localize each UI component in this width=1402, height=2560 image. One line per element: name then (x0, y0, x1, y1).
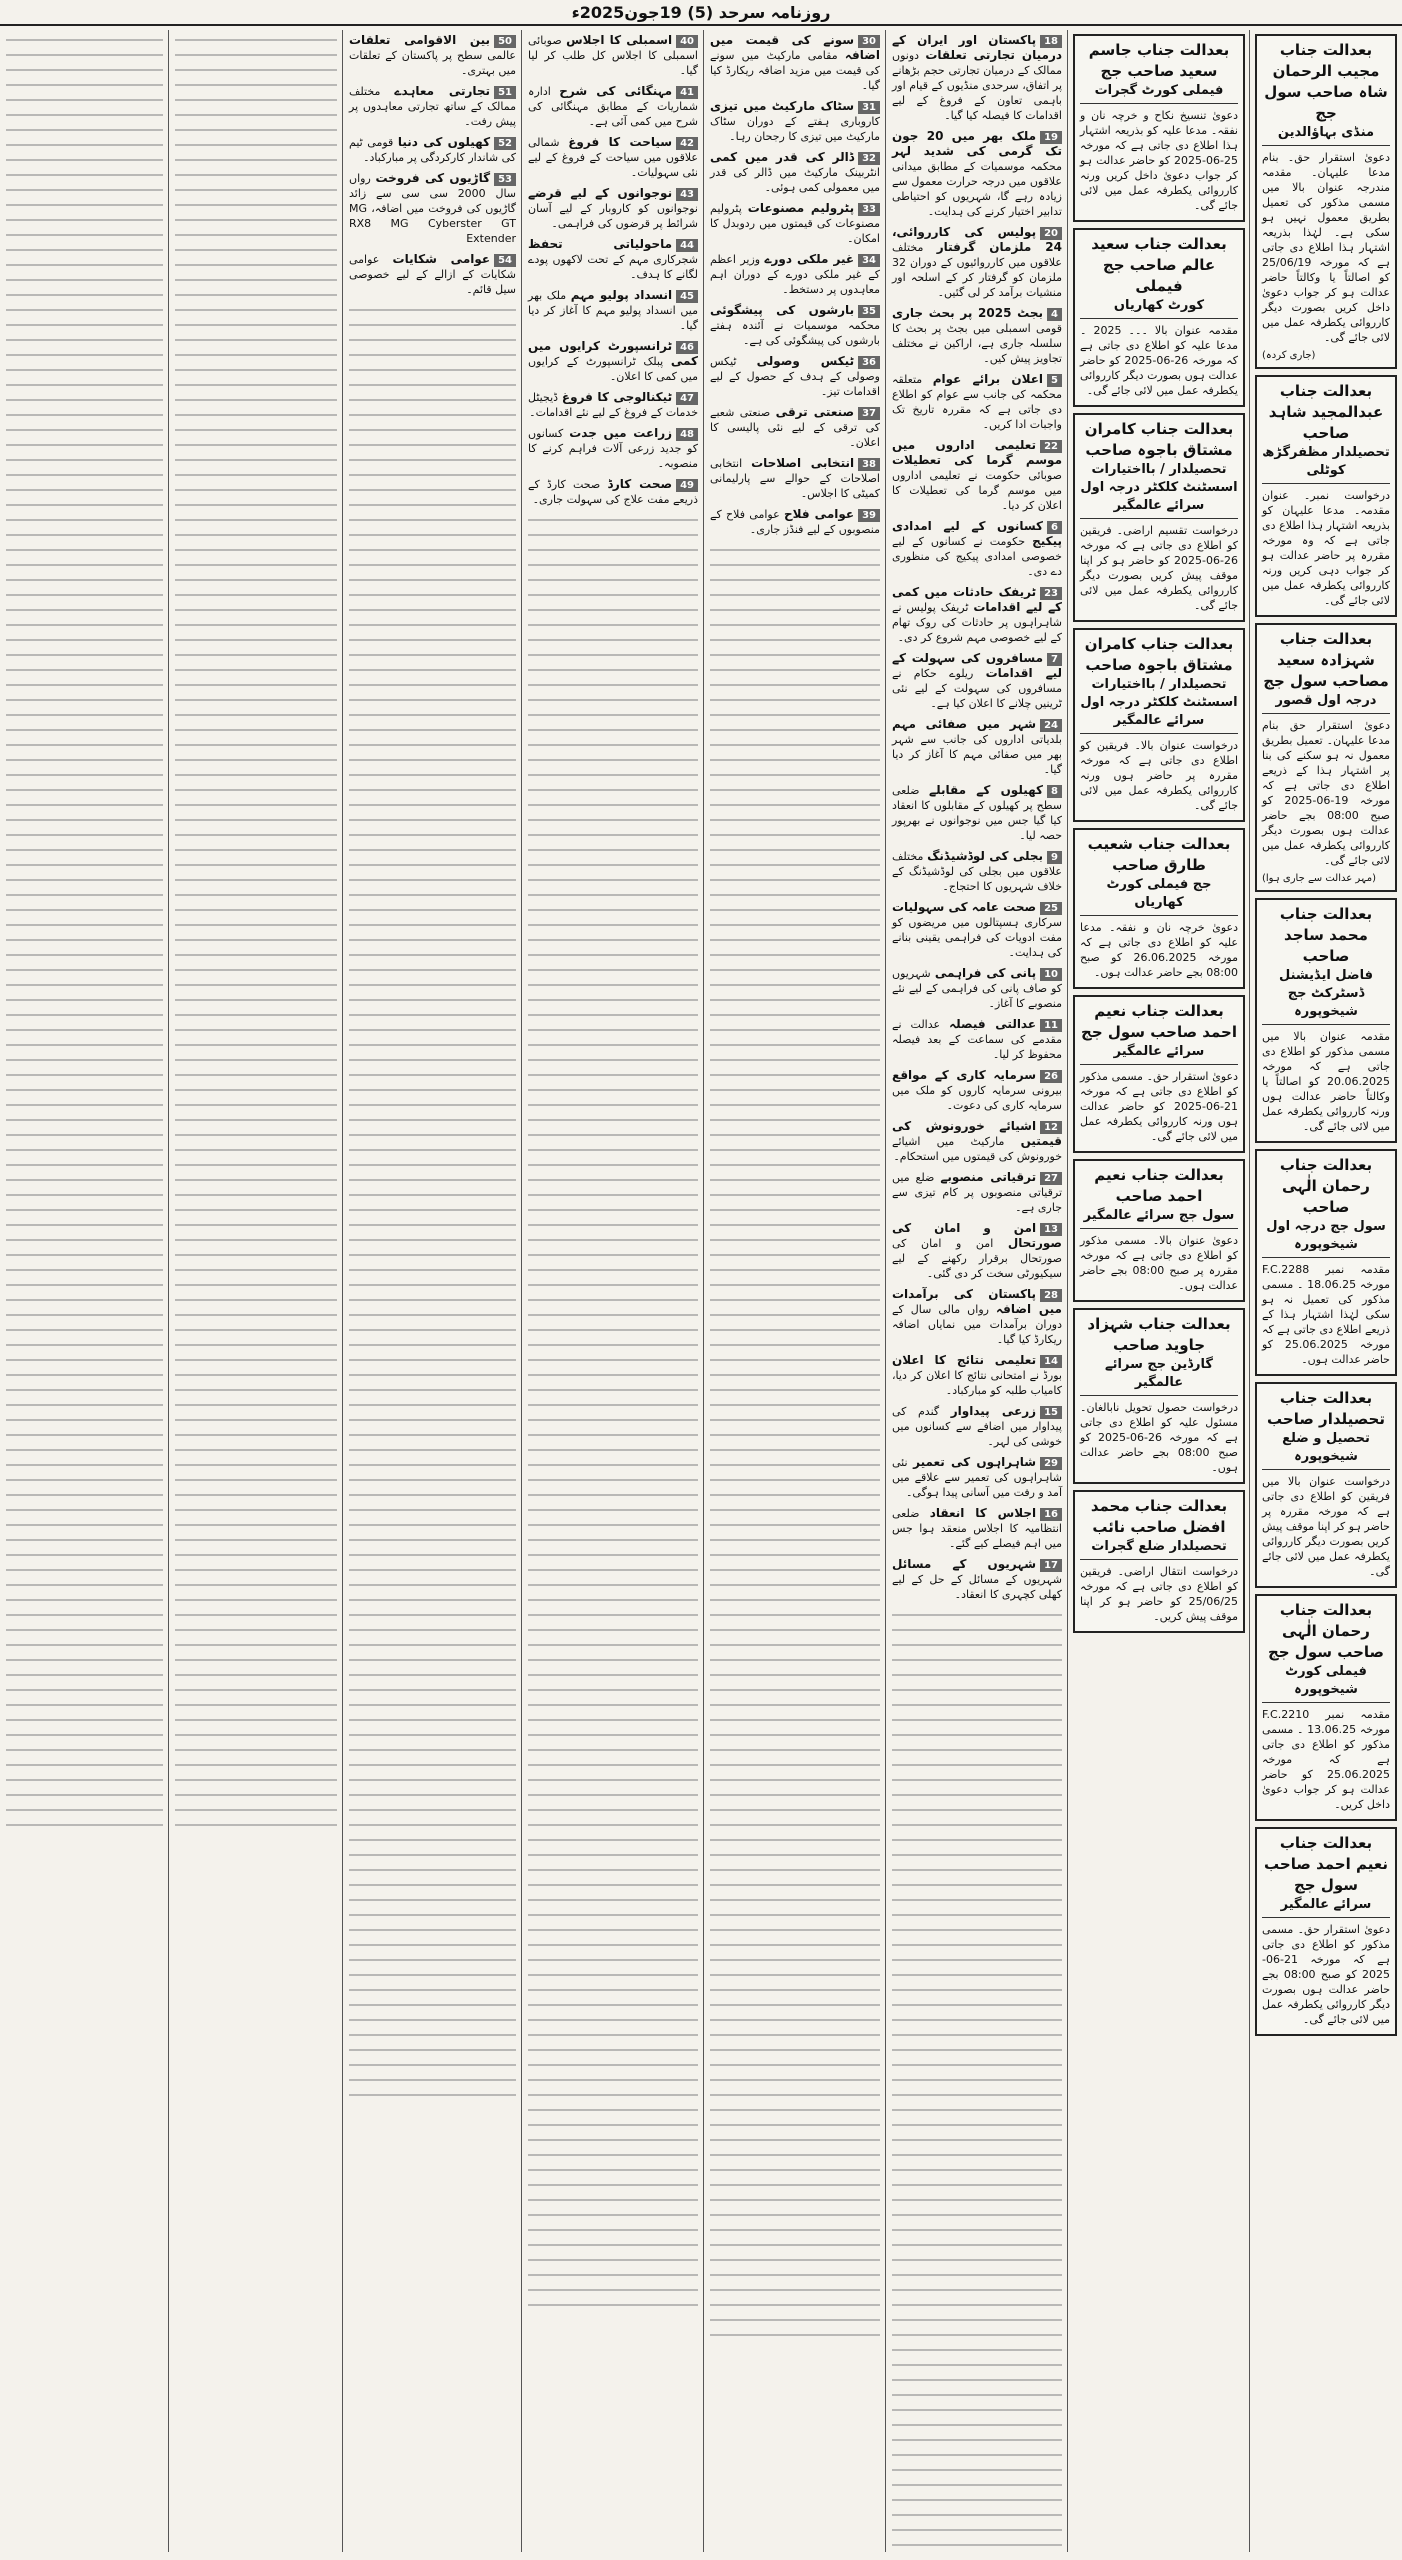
news-item-body: ضلعی سطح پر کھیلوں کے مقابلوں کا انعقاد کیا گیا جس میں نوجوانوں نے بھرپور حصہ لیا۔ (892, 784, 1062, 842)
news-item-number: 14 (1040, 1355, 1062, 1368)
news-item-body: مختلف علاقوں میں بجلی کی لوڈشیڈنگ کے خلاف شہریوں کا احتجاج۔ (892, 850, 1062, 893)
notice-court: بعدالت جناب محمد ساجد صاحب (1279, 905, 1373, 965)
notice-body: دعویٰ تنسیخ نکاح و خرچہ نان و نفقہ۔ مدعا علیہ کو بذریعہ اشتہار ہذا اطلاع دی جاتی ہے کہ مورخہ 25-06-2025 کو حاضر عدالت ہو کر جواب دعویٰ داخل کریں ورنہ کارروائی یکطرفہ عمل میں لائی جائے گی۔ (1080, 109, 1238, 212)
news-item-headline: غیر ملکی دورے (764, 252, 855, 266)
news-item (892, 1557, 1062, 1602)
news-item-headline: سونے کی قیمت میں اضافہ (710, 33, 880, 62)
news-item-headline: انسداد پولیو مہم (570, 288, 673, 302)
news-item-body: عوامی شکایات کے ازالے کے لیے خصوصی سیل قائم۔ (349, 253, 516, 296)
notice-court: بعدالت جناب کامران مشتاق باجوہ صاحب (1084, 420, 1234, 459)
court-notice (1255, 1382, 1397, 1588)
news-item-headline: کھیلوں کی دنیا (397, 135, 491, 149)
body-text-lines (349, 303, 516, 2103)
notice-body: درخواست تقسیم اراضی۔ فریقین کو اطلاع دی جاتی ہے کہ مورخہ 26-06-2025 کو حاضر ہو کر اپنا موقف پیش کریں بصورت دیگر کارروائی یکطرفہ عمل میں لائی جائے گی۔ (1080, 524, 1238, 612)
court-notice (1073, 34, 1245, 222)
news-item (892, 966, 1062, 1011)
news-item-number: 54 (494, 254, 516, 267)
news-item-number: 46 (676, 341, 698, 354)
news-item (710, 405, 880, 450)
news-item (892, 1221, 1062, 1281)
notice-court-location: سرائے عالمگیر (1262, 1896, 1390, 1918)
notice-court-location: منڈی بہاؤالدین (1262, 124, 1390, 146)
news-item-body: شہریوں کو صاف پانی کی فراہمی کے لیے نئے منصوبے کا آغاز۔ (892, 967, 1062, 1010)
news-item (528, 477, 698, 507)
news-item (892, 129, 1062, 219)
news-item-number: 22 (1040, 440, 1062, 453)
news-item-body: امن و امان کی صورتحال برقرار رکھنے کے لیے سیکیورٹی سخت کر دی گئی۔ (892, 1237, 1062, 1280)
news-item (710, 456, 880, 501)
news-item-headline: زراعت میں جدت (569, 426, 673, 440)
masthead (0, 0, 1402, 26)
news-item-body: ٹیکس وصولی کے ہدف کے حصول کے لیے اقدامات تیز۔ (710, 355, 880, 398)
news-item-number: 8 (1047, 785, 1062, 798)
news-item-body: صوبائی اسمبلی کا اجلاس کل طلب کر لیا گیا۔ (528, 34, 698, 77)
court-notice (1073, 228, 1245, 407)
news-item-body: بیرونی سرمایہ کاروں کو ملک میں سرمایہ کاری کی دعوت۔ (892, 1084, 1062, 1112)
news-item (892, 372, 1062, 432)
news-item-number: 53 (494, 173, 516, 186)
news-item-body: محکمہ موسمیات نے آئندہ ہفتے بارشوں کی پیشگوئی کی ہے۔ (710, 319, 880, 347)
news-item-number: 39 (858, 509, 880, 522)
news-item-headline: پاکستان اور ایران کے درمیان تجارتی تعلقات (892, 33, 1063, 62)
news-item (528, 390, 698, 420)
news-item (892, 1017, 1062, 1062)
news-item-headline: پٹرولیم مصنوعات (747, 201, 855, 215)
news-item-headline: شاہراہوں کی تعمیر (913, 1455, 1037, 1469)
news-item-number: 10 (1040, 968, 1062, 981)
news-item-body: نئی شاہراہوں کی تعمیر سے علاقے میں آمد و رفت میں آسانی پیدا ہوگی۔ (892, 1456, 1062, 1499)
notice-court: بعدالت جناب عبدالمجید شاہد صاحب (1268, 382, 1384, 442)
news-item (710, 99, 880, 144)
notice-court: بعدالت جناب رحمان الٰہی صاحب (1279, 1156, 1373, 1216)
news-item (892, 33, 1062, 123)
news-item-body: محکمہ موسمیات کے مطابق میدانی علاقوں میں درجہ حرارت معمول سے زیادہ رہے گا، شہریوں کو احتیاطی تدابیر اختیار کرنے کی ہدایت۔ (892, 160, 1062, 218)
court-notice (1255, 375, 1397, 617)
news-item-body: مختلف علاقوں میں کارروائیوں کے دوران 32 ملزمان کو گرفتار کر کے اسلحہ اور منشیات برآمد کر لی گئیں۔ (892, 241, 1062, 299)
news-item-body: شجرکاری مہم کے تحت لاکھوں پودے لگانے کا ہدف۔ (528, 253, 698, 281)
court-notice (1073, 628, 1245, 822)
news-item-number: 48 (676, 428, 698, 441)
news-item-body: بلدیاتی اداروں کی جانب سے شہر بھر میں صفائی مہم کا آغاز کر دیا گیا۔ (892, 733, 1062, 776)
news-item-body: شمالی علاقوں میں سیاحت کے فروغ کے لیے نئی سہولیات۔ (528, 136, 698, 179)
body-text-lines (175, 33, 337, 1833)
news-item (349, 135, 516, 165)
column-notices-2 (1070, 30, 1248, 2552)
news-item-headline: ماحولیاتی تحفظ (528, 237, 673, 251)
news-item-body: پبلک ٹرانسپورٹ کے کرایوں میں کمی کا اعلان۔ (528, 355, 698, 383)
notice-court: بعدالت جناب نعیم احمد صاحب (1094, 1166, 1224, 1205)
column-rule (521, 30, 522, 2552)
notice-court-location: سرائے عالمگیر (1080, 1043, 1238, 1065)
news-item-headline: اشیائے خورونوش کی قیمتیں (892, 1119, 1062, 1148)
news-item-headline: بین الاقوامی تعلقات (349, 33, 491, 47)
notice-court: بعدالت جناب نعیم احمد صاحب سول جج (1081, 1002, 1237, 1041)
notice-court-location: تحصیلدار / بااختیارات اسسٹنٹ کلکٹر درجہ اول سرائے عالمگیر (1080, 461, 1238, 519)
news-item-number: 23 (1040, 587, 1062, 600)
news-item-body: عدالت نے مقدمے کی سماعت کے بعد فیصلہ محفوظ کر لیا۔ (892, 1018, 1062, 1061)
notice-court: بعدالت جناب شہزادہ سعید مصاحب سول جج (1263, 630, 1389, 690)
news-item-number: 27 (1040, 1172, 1062, 1185)
court-notice (1255, 1594, 1397, 1821)
notice-body: دعویٰ استقرار حق۔ مسمی مذکور کو اطلاع دی جاتی ہے کہ مورخہ 21-06-2025 کو صبح 08:00 بجے حاضر عدالت ہوں بصورت دیگر کارروائی یکطرفہ عمل میں لائی جائے گی۔ (1262, 1923, 1390, 2026)
news-item-body: انتخابی اصلاحات کے حوالے سے پارلیمانی کمیٹی کا اجلاس۔ (710, 457, 880, 500)
news-item (528, 426, 698, 471)
column-rule (1249, 30, 1250, 2552)
news-item-headline: عوامی شکایات (392, 252, 491, 266)
news-item (710, 33, 880, 93)
news-item-body: انٹربینک مارکیٹ میں ڈالر کی قدر میں معمولی کمی ہوئی۔ (710, 166, 880, 194)
notice-body: درخواست عنوان بالا۔ فریقین کو اطلاع دی جاتی ہے کہ مورخہ مقررہ پر حاضر ہوں ورنہ کارروائی یکطرفہ عمل میں لائی جائے گی۔ (1080, 739, 1238, 812)
news-item-body: ادارہ شماریات کے مطابق مہنگائی کی شرح میں کمی آئی ہے۔ (528, 85, 698, 128)
news-item-number: 17 (1040, 1559, 1062, 1572)
news-item-headline: عوامی فلاح (784, 507, 855, 521)
news-item-headline: تجارتی معاہدے (394, 84, 491, 98)
news-item-body: صنعتی شعبے کی ترقی کے لیے نئی پالیسی کا اعلان۔ (710, 406, 880, 449)
news-item (528, 135, 698, 180)
news-item-body: مارکیٹ میں اشیائے خورونوش کی قیمتوں میں استحکام۔ (892, 1135, 1062, 1163)
news-item-headline: سیاحت کا فروغ (568, 135, 673, 149)
news-item-number: 50 (494, 35, 516, 48)
news-item-number: 43 (676, 188, 698, 201)
news-item (528, 237, 698, 282)
news-item-body: ملک بھر میں انسداد پولیو مہم کا آغاز کر دیا گیا۔ (528, 289, 698, 332)
news-item-body: صحت کارڈ کے ذریعے مفت علاج کی سہولت جاری۔ (528, 478, 698, 506)
news-item-headline: اعلان برائے عوام (932, 372, 1044, 386)
news-item (349, 84, 516, 129)
news-item-number: 29 (1040, 1457, 1062, 1470)
column-rule (703, 30, 704, 2552)
column-rule (168, 30, 169, 2552)
news-item-body: ضلعی انتظامیہ کا اجلاس منعقد ہوا جس میں اہم فیصلے کیے گئے۔ (892, 1507, 1062, 1550)
news-item-number: 12 (1040, 1121, 1062, 1134)
column-rule (1067, 30, 1068, 2552)
notice-court: بعدالت جناب نعیم احمد صاحب سول جج (1264, 1834, 1388, 1894)
news-item-number: 9 (1047, 851, 1062, 864)
news-item-number: 52 (494, 137, 516, 150)
notice-court-location: فاضل ایڈیشنل ڈسٹرکٹ جج شیخوپورہ (1262, 967, 1390, 1025)
notice-court: بعدالت جناب شہزاد جاوید صاحب (1087, 1315, 1231, 1354)
notice-court-location: تحصیل و ضلع شیخوپورہ (1262, 1430, 1390, 1470)
news-item-headline: کسانوں کے لیے امدادی پیکیج (892, 519, 1063, 548)
notice-body: مقدمہ عنوان بالا میں مسمی مذکور کو اطلاع دی جاتی ہے کہ مورخہ 20.06.2025 کو اصالتاً یا وکالتاً حاضر عدالت ہوں ورنہ کارروائی یکطرفہ عمل میں لائی جائے گی۔ (1262, 1030, 1390, 1133)
news-item (710, 252, 880, 297)
notice-stamp: (مہر عدالت سے جاری ہوا) (1262, 873, 1377, 884)
news-item-number: 24 (1040, 719, 1062, 732)
news-item-number: 26 (1040, 1070, 1062, 1083)
news-item-number: 47 (676, 392, 698, 405)
news-item (892, 1170, 1062, 1215)
notice-body: دعویٰ استقرار حق بنام مدعا علیہان۔ تعمیل بطریق معمول نہ ہو سکنے کی بنا پر اشتہار ہذا کے ذریعے اطلاع دی جاتی ہے کہ مورخہ 19-06-2025 کو صبح 08:00 بجے حاضر عدالت ہوں بصورت دیگر کارروائی یکطرفہ عمل میں لائی جائے گی۔ (1262, 719, 1390, 867)
news-item-headline: مسافروں کی سہولت کے لیے اقدامات (892, 651, 1062, 680)
news-item-number: 40 (676, 35, 698, 48)
news-item-body: گندم کی پیداوار میں اضافے سے کسانوں میں خوشی کی لہر۔ (892, 1405, 1062, 1448)
news-item-number: 19 (1040, 131, 1062, 144)
news-item-number: 32 (858, 152, 880, 165)
notice-body: دعویٰ خرچہ نان و نفقہ۔ مدعا علیہ کو اطلاع دی جاتی ہے کہ مورخہ 26.06.2025 کو صبح 08:00 بجے حاضر عدالت ہوں۔ (1080, 921, 1238, 979)
notice-body: مقدمہ نمبر F.C.2288 مورخہ 18.06.25 ۔ مسمی مذکور کی تعمیل نہ ہو سکی لہٰذا اشتہار ہذا کے ذریعے اطلاع دی جاتی ہے کہ مورخہ 25.06.2025 کو حاضر عدالت ہوں۔ (1262, 1263, 1390, 1366)
news-item-headline: انتخابی اصلاحات (751, 456, 855, 470)
notice-body: دعویٰ عنوان بالا۔ مسمی مذکور کو اطلاع دی جاتی ہے کہ مورخہ مقررہ پر صبح 08:00 بجے حاضر عدالت ہوں۔ (1080, 1234, 1238, 1292)
news-item-headline: اجلاس کا انعقاد (929, 1506, 1037, 1520)
column-notices-1 (1252, 30, 1400, 2552)
notice-stamp: (جاری کردہ) (1262, 350, 1316, 361)
news-item-headline: پولیس کی کارروائی، 24 ملزمان گرفتار (892, 225, 1062, 254)
news-item (528, 33, 698, 78)
notice-body: درخواست نمبر۔ عنوان مقدمہ۔ مدعا علیہان کو بذریعہ اشتہار ہذا اطلاع دی جاتی ہے کہ وہ مورخہ مقررہ پر حاضر عدالت ہو کر جواب دہی کریں ورنہ کارروائی یکطرفہ عمل میں لائی جائے گی۔ (1262, 489, 1390, 607)
news-item-body: ریلوے حکام نے مسافروں کی سہولت کے لیے نئی ٹرینیں چلانے کا اعلان کیا ہے۔ (892, 667, 1062, 710)
body-text-lines (6, 33, 163, 1833)
news-item-headline: تعلیمی نتائج کا اعلان (892, 1353, 1037, 1367)
news-item-body: قومی اسمبلی میں بجٹ پر بحث کا سلسلہ جاری ہے، اراکین نے مختلف تجاویز پیش کیں۔ (892, 322, 1062, 365)
news-item-headline: عدالتی فیصلہ (949, 1017, 1037, 1031)
notice-body: دعویٰ استقرار حق۔ بنام مدعا علیہان۔ مقدمہ مندرجہ عنوان بالا میں مسمی مذکور کی تعمیل بطریق معمول نہیں ہو سکی ہے۔ لہٰذا بذریعہ اشتہار ہذا اطلاع دی جاتی ہے کہ مورخہ 25/06/19 کو اصالتاً یا وکالتاً حاضر عدالت ہو کر جواب دعویٰ داخل کریں بصورت دیگر کارروائی یکطرفہ عمل میں لائی جائے گی۔ (1262, 151, 1390, 344)
news-item-number: 45 (676, 290, 698, 303)
news-item-headline: نوجوانوں کے لیے قرضے (528, 186, 673, 200)
news-item (892, 1353, 1062, 1398)
notice-body: درخواست عنوان بالا میں فریقین کو اطلاع دی جاتی ہے کہ مورخہ مقررہ پر حاضر ہو کر اپنا موقف پیش کریں بصورت دیگر کارروائی یکطرفہ عمل میں لائی جائے گی۔ (1262, 1475, 1390, 1578)
news-item-headline: بجٹ 2025 پر بحث جاری (892, 306, 1044, 320)
news-item-headline: پاکستان کی برآمدات میں اضافہ (892, 1287, 1062, 1316)
news-item-headline: ٹرانسپورٹ کرایوں میں کمی (528, 339, 698, 368)
news-item (892, 1404, 1062, 1449)
news-item (892, 1119, 1062, 1164)
news-item-body: شہریوں کے مسائل کے حل کے لیے کھلی کچہری کا انعقاد۔ (892, 1573, 1062, 1601)
news-item (892, 1068, 1062, 1113)
court-notice (1073, 1159, 1245, 1302)
news-item (710, 150, 880, 195)
news-item-number: 13 (1040, 1223, 1062, 1236)
news-item-number: 31 (858, 101, 880, 114)
news-item-body: مختلف ممالک کے ساتھ تجارتی معاہدوں پر پیش رفت۔ (349, 85, 516, 128)
column-rule (885, 30, 886, 2552)
news-item-number: 18 (1040, 35, 1062, 48)
news-item-headline: کھیلوں کے مقابلے (929, 783, 1044, 797)
news-item-body: سرکاری ہسپتالوں میں مریضوں کو مفت ادویات کی فراہمی یقینی بنانے کی ہدایت۔ (892, 916, 1062, 959)
news-item (349, 252, 516, 297)
news-item-body: متعلقہ محکمہ کی جانب سے عوام کو اطلاع دی جاتی ہے کہ مقررہ تاریخ تک واجبات ادا کریں۔ (892, 373, 1062, 431)
news-item-number: 33 (858, 203, 880, 216)
news-item-body: بورڈ نے امتحانی نتائج کا اعلان کر دیا، کامیاب طلبہ کو مبارکباد۔ (892, 1369, 1062, 1397)
news-item-number: 34 (858, 254, 880, 267)
column-news-1 (888, 30, 1066, 2552)
news-item-headline: ٹیکنالوجی کا فروغ (561, 390, 673, 404)
notice-court-location: تحصیلدار / بااختیارات اسسٹنٹ کلکٹر درجہ اول سرائے عالمگیر (1080, 676, 1238, 734)
notice-court-location: فیملی کورٹ گجرات (1080, 82, 1238, 104)
notice-court-location: جج فیملی کورٹ کھاریاں (1080, 876, 1238, 916)
column-news-3 (524, 30, 702, 2552)
news-item-headline: ترقیاتی منصوبے (940, 1170, 1037, 1184)
court-notice (1073, 1490, 1245, 1633)
notice-court: بعدالت جناب سعید عالم صاحب جج فیملی (1091, 235, 1227, 295)
notice-court-location: تحصیلدار ضلع گجرات (1080, 1538, 1238, 1560)
court-notice (1073, 828, 1245, 989)
news-item (710, 201, 880, 246)
news-item-body: وزیر اعظم کے غیر ملکی دورے کے دوران اہم معاہدوں پر دستخط۔ (710, 253, 880, 296)
news-item-body: عالمی سطح پر پاکستان کے تعلقات میں بہتری۔ (349, 49, 516, 77)
news-item (528, 84, 698, 129)
news-item-body: ڈیجیٹل خدمات کے فروغ کے لیے نئے اقدامات۔ (528, 391, 698, 419)
news-item-number: 4 (1047, 308, 1062, 321)
notice-court: بعدالت جناب مجیب الرحمان شاہ صاحب سول جج (1264, 41, 1388, 122)
news-item (892, 849, 1062, 894)
notice-court-location: سول جج سرائے عالمگیر (1080, 1207, 1238, 1229)
news-item-body: رواں مالی سال کے دوران برآمدات میں نمایاں اضافہ ریکارڈ کیا گیا۔ (892, 1303, 1062, 1346)
news-item (892, 1287, 1062, 1347)
news-item (892, 306, 1062, 366)
notice-court-location: فیملی کورٹ شیخوپورہ (1262, 1663, 1390, 1703)
news-item-body: کسانوں کو جدید زرعی آلات فراہم کرنے کا منصوبہ۔ (528, 427, 698, 470)
news-item-headline: ملک بھر میں 20 جون تک گرمی کی شدید لہر (892, 129, 1062, 158)
news-item-body: قومی ٹیم کی شاندار کارکردگی پر مبارکباد۔ (349, 136, 516, 164)
news-item-body: مقامی مارکیٹ میں سونے کی قیمت میں مزید اضافہ ریکارڈ کیا گیا۔ (710, 49, 880, 92)
notice-court: بعدالت جناب محمد افضل صاحب نائب (1090, 1497, 1228, 1536)
news-item-headline: سٹاک مارکیٹ میں تیزی (710, 99, 855, 113)
news-item-number: 20 (1040, 227, 1062, 240)
news-item (528, 186, 698, 231)
notice-court: بعدالت جناب رحمان الٰہی صاحب سول جج (1267, 1601, 1385, 1661)
news-item-body: صوبائی حکومت نے تعلیمی اداروں میں موسم گرما کی تعطیلات کا اعلان کر دیا۔ (892, 469, 1062, 512)
news-item-number: 25 (1040, 902, 1062, 915)
court-notice (1073, 995, 1245, 1153)
notice-body: دعویٰ استقرار حق۔ مسمی مذکور کو اطلاع دی جاتی ہے کہ مورخہ 21-06-2025 کو حاضر عدالت ہوں ورنہ کارروائی یکطرفہ عمل میں لائی جائے گی۔ (1080, 1070, 1238, 1143)
news-item-number: 28 (1040, 1289, 1062, 1302)
news-item-headline: صحت عامہ کی سہولیات (891, 900, 1037, 914)
news-item-number: 30 (858, 35, 880, 48)
news-item (710, 303, 880, 348)
news-item-number: 42 (676, 137, 698, 150)
news-item-number: 7 (1047, 653, 1062, 666)
column-news-5 (171, 30, 341, 2552)
body-text-lines (710, 543, 880, 2343)
column-news-4 (345, 30, 520, 2552)
news-item (892, 438, 1062, 513)
news-item-body: دونوں ممالک کے درمیان تجارتی حجم بڑھانے پر اتفاق، سرحدی منڈیوں کے قیام اور باہمی تعاون کے فروغ کے لیے اقدامات کا فیصلہ کیا گیا۔ (892, 49, 1062, 122)
news-item (528, 339, 698, 384)
news-item-headline: اسمبلی کا اجلاس (566, 33, 673, 47)
news-item-headline: سرمایہ کاری کے مواقع (892, 1068, 1037, 1082)
news-item (349, 171, 516, 246)
notice-body: درخواست انتقال اراضی۔ فریقین کو اطلاع دی جاتی ہے کہ مورخہ 25/06/25 کو حاضر ہو کر اپنا موقف پیش کریں۔ (1080, 1565, 1238, 1623)
news-item-headline: شہر میں صفائی مہم (892, 717, 1037, 731)
news-item-number: 49 (676, 479, 698, 492)
notice-court: بعدالت جناب تحصیلدار صاحب (1267, 1389, 1385, 1428)
news-item-body: ضلع میں ترقیاتی منصوبوں پر کام تیزی سے جاری ہے۔ (892, 1171, 1062, 1214)
masthead-title: روزنامہ سرحد (5) 19جون2025ء (571, 2, 831, 22)
notice-court-location: درجہ اول قصور (1262, 692, 1390, 714)
news-item-headline: ڈالر کی قدر میں کمی (710, 150, 855, 164)
court-notice (1073, 413, 1245, 622)
news-item (710, 507, 880, 537)
news-item (349, 33, 516, 78)
news-item-headline: تعلیمی اداروں میں موسم گرما کی تعطیلات (892, 438, 1062, 467)
news-item-number: 38 (858, 458, 880, 471)
news-item-headline: ٹریفک حادثات میں کمی کے لیے اقدامات (892, 585, 1063, 614)
news-item-number: 36 (858, 356, 880, 369)
news-item-number: 44 (676, 239, 698, 252)
news-item-number: 51 (494, 86, 516, 99)
news-item (892, 1455, 1062, 1500)
notice-court: بعدالت جناب جاسم سعید صاحب جج (1088, 41, 1230, 80)
news-item (892, 717, 1062, 777)
notice-court: بعدالت جناب شعیب طارق صاحب (1087, 835, 1231, 874)
news-item-number: 15 (1040, 1406, 1062, 1419)
news-item-number: 35 (858, 305, 880, 318)
news-item-headline: گاڑیوں کی فروخت (375, 171, 491, 185)
news-item-body: رواں سال 2000 سی سی سے زائد گاڑیوں کی فروخت میں اضافہ، MG RX8 MG Cyberster GT Extender (349, 172, 517, 245)
news-item-body: پٹرولیم مصنوعات کی قیمتوں میں ردوبدل کا امکان۔ (710, 202, 880, 245)
news-item-headline: مہنگائی کی شرح (559, 84, 673, 98)
news-item (892, 783, 1062, 843)
news-item-body: ٹریفک پولیس نے شاہراہوں پر حادثات کی روک تھام کے لیے خصوصی مہم شروع کر دی۔ (892, 601, 1062, 644)
notice-court-location: سول جج درجہ اول شیخوپورہ (1262, 1218, 1390, 1258)
news-item-headline: بجلی کی لوڈشیڈنگ (927, 849, 1044, 863)
news-item-headline: صحت کارڈ (607, 477, 673, 491)
news-item (892, 519, 1062, 579)
notice-court-location: کورٹ کھاریاں (1080, 297, 1238, 319)
column-news-2 (706, 30, 884, 2552)
notice-court-location: گارڈین جج سرائے عالمگیر (1080, 1356, 1238, 1396)
court-notice (1255, 1827, 1397, 2036)
notice-court-location: تحصیلدار مظفرگڑھ کوٹلی (1262, 444, 1390, 484)
news-item-headline: امن و امان کی صورتحال (892, 1221, 1062, 1250)
news-item-body: حکومت نے کسانوں کے لیے خصوصی امدادی پیکیج کی منظوری دے دی۔ (892, 535, 1062, 578)
news-item (892, 585, 1062, 645)
news-item-headline: بارشوں کی پیشگوئی (710, 303, 855, 317)
court-notice (1255, 623, 1397, 892)
news-item (710, 354, 880, 399)
news-item-number: 6 (1047, 521, 1062, 534)
news-item-headline: صنعتی ترقی (775, 405, 855, 419)
notice-body: درخواست حصول تحویل نابالغان۔ مسئول علیہ کو اطلاع دی جاتی ہے کہ مورخہ 26-06-2025 کو صبح 08:00 بجے حاضر عدالت ہوں۔ (1080, 1401, 1238, 1474)
news-item-number: 11 (1040, 1019, 1062, 1032)
column-rule (342, 30, 343, 2552)
news-item-body: کاروباری ہفتے کے دوران سٹاک مارکیٹ میں تیزی کا رجحان رہا۔ (710, 115, 880, 143)
news-item (892, 900, 1062, 960)
news-item-headline: زرعی پیداوار (950, 1404, 1037, 1418)
notice-body: مقدمہ عنوان بالا ۔۔۔ 2025 ۔ مدعا علیہ کو اطلاع دی جاتی ہے کہ مورخہ 26-06-2025 کو حاضر عدالت ہوں بصورت دیگر کارروائی یکطرفہ عمل میں لائی جائے گی۔ (1080, 324, 1238, 397)
news-item-headline: ٹیکس وصولی (756, 354, 855, 368)
court-notice (1255, 1149, 1397, 1376)
news-item (892, 651, 1062, 711)
body-text-lines (528, 513, 698, 2313)
court-notice (1073, 1308, 1245, 1484)
news-item-number: 16 (1040, 1508, 1062, 1521)
news-item-headline: پانی کی فراہمی (934, 966, 1037, 980)
notice-body: مقدمہ نمبر F.C.2210 مورخہ 13.06.25 ۔ مسمی مذکور کو اطلاع دی جاتی ہے کہ مورخہ 25.06.2025 کو حاضر عدالت ہو کر جواب دعویٰ داخل کریں۔ (1262, 1708, 1390, 1811)
news-item-headline: شہریوں کے مسائل (892, 1557, 1037, 1571)
column-news-6 (2, 30, 167, 2552)
court-notice (1255, 898, 1397, 1143)
news-item-number: 41 (676, 86, 698, 99)
news-item-number: 37 (858, 407, 880, 420)
news-item-body: عوامی فلاح کے منصوبوں کے لیے فنڈز جاری۔ (710, 508, 880, 536)
court-notice (1255, 34, 1397, 369)
news-item (528, 288, 698, 333)
body-text-lines (892, 1608, 1062, 2552)
news-item-number: 5 (1047, 374, 1062, 387)
news-item-body: نوجوانوں کو کاروبار کے لیے آسان شرائط پر قرضوں کی فراہمی۔ (528, 202, 698, 230)
notice-court: بعدالت جناب کامران مشتاق باجوہ صاحب (1084, 635, 1234, 674)
news-item (892, 225, 1062, 300)
news-item (892, 1506, 1062, 1551)
